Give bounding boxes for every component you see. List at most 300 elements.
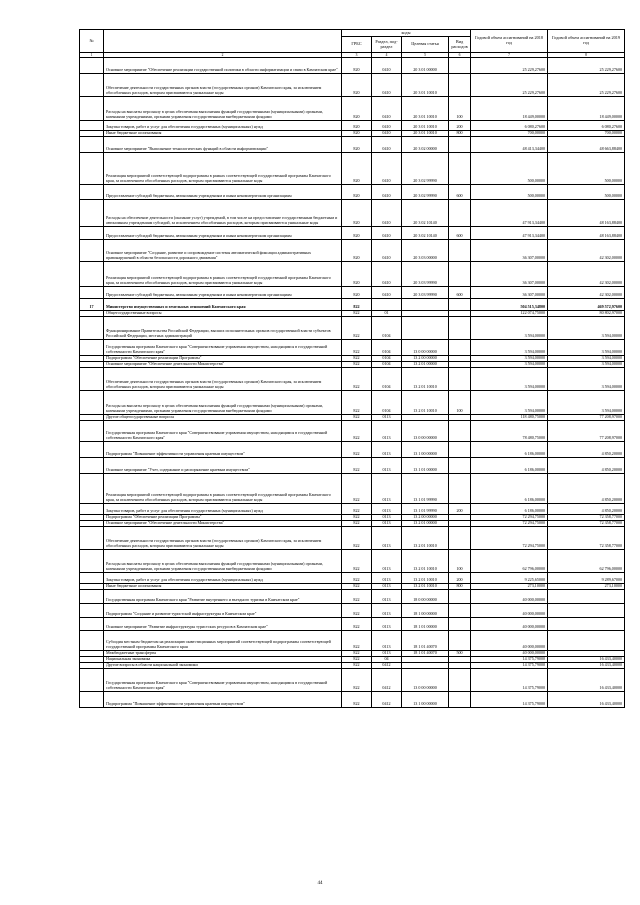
target-article-cell: 13 1 00 00000 bbox=[402, 692, 449, 708]
grbs-cell: 822 bbox=[342, 692, 372, 708]
row-name-cell: Основное мероприятие "Обеспечение деятельности Министерства" bbox=[104, 521, 342, 527]
amount-2019-cell bbox=[548, 604, 625, 618]
expense-type-cell: 600 bbox=[449, 185, 471, 200]
grbs-cell: 820 bbox=[342, 131, 372, 137]
target-article-cell bbox=[402, 317, 449, 340]
section-cell: 0113 bbox=[372, 521, 402, 527]
expense-type-cell: 100 bbox=[449, 97, 471, 121]
expense-type-cell: 800 bbox=[449, 584, 471, 590]
row-number-cell bbox=[80, 340, 104, 356]
grbs-cell: 822 bbox=[342, 651, 372, 657]
row-name-cell: Субсидия местным бюджетам на реализацию инвестиционных мероприятий соответствующей подпрограммы соответствующей государственной программы Камчатского края bbox=[104, 631, 342, 651]
amount-2018-cell: 3 594,00000 bbox=[471, 340, 548, 356]
expense-type-cell bbox=[449, 317, 471, 340]
target-article-cell: 13 2 01 10010 bbox=[402, 527, 449, 550]
amount-2018-cell: 14 375,79000 bbox=[471, 663, 548, 669]
section-cell: 0410 bbox=[372, 131, 402, 137]
row-name-cell: Государственная программа Камчатского края "Развитие внутреннего и въездного туризма в Камчатском крае" bbox=[104, 590, 342, 604]
table-body bbox=[80, 58, 625, 708]
row-name-cell: Реализация мероприятий соответствующей подпрограммы в рамках соответствующей государственной программы Камчатского края, за исключением обособленных расходов, которым присваиваются уникальные коды bbox=[104, 262, 342, 287]
table-row bbox=[80, 458, 625, 474]
amount-2019-cell: 3 594,00000 bbox=[548, 368, 625, 391]
grbs-cell: 822 bbox=[342, 590, 372, 604]
amount-2018-cell: 40 000,00000 bbox=[471, 590, 548, 604]
table-row bbox=[80, 97, 625, 121]
expense-type-cell bbox=[449, 262, 471, 287]
expense-type-cell bbox=[449, 421, 471, 442]
section-cell: 0410 bbox=[372, 185, 402, 200]
table-row bbox=[80, 299, 625, 311]
table-row bbox=[80, 474, 625, 504]
table-row bbox=[80, 185, 625, 200]
expense-type-cell: 200 bbox=[449, 573, 471, 584]
expense-type-cell bbox=[449, 368, 471, 391]
expense-type-cell bbox=[449, 631, 471, 651]
amount-2018-cell: 6 186,00000 bbox=[471, 458, 548, 474]
row-number-cell bbox=[80, 618, 104, 631]
section-cell: 0113 bbox=[372, 590, 402, 604]
expense-type-cell bbox=[449, 153, 471, 185]
grbs-cell: 822 bbox=[342, 299, 372, 311]
expense-type-cell: 600 bbox=[449, 287, 471, 299]
section-cell: 0113 bbox=[372, 458, 402, 474]
row-name-cell: Функционирование Правительства Российской Федерации, высших исполнительных органов государственной власти субъектов Российской Федерации, местных администраций bbox=[104, 317, 342, 340]
section-cell: 0113 bbox=[372, 421, 402, 442]
amount-2018-cell: 72 294,75000 bbox=[471, 515, 548, 521]
column-index-cell: 1 bbox=[80, 53, 104, 58]
row-name-cell: Основное мероприятие "Учет, содержание и распоряжение краевым имуществом" bbox=[104, 458, 342, 474]
amount-2019-cell: 16 433,40000 bbox=[548, 692, 625, 708]
target-article-cell bbox=[402, 299, 449, 311]
section-cell: 0104 bbox=[372, 368, 402, 391]
section-cell: 0410 bbox=[372, 121, 402, 131]
table-row bbox=[80, 340, 625, 356]
grbs-cell: 822 bbox=[342, 415, 372, 421]
section-cell: 0410 bbox=[372, 153, 402, 185]
table-row bbox=[80, 669, 625, 692]
header-2018: Годовой объем ассигнований на 2018 год bbox=[471, 30, 548, 53]
row-number-cell bbox=[80, 442, 104, 458]
expense-type-cell: 800 bbox=[449, 131, 471, 137]
target-article-cell: 13 1 01 99990 bbox=[402, 474, 449, 504]
amount-2019-cell: 77 208,97000 bbox=[548, 415, 625, 421]
section-cell bbox=[372, 299, 402, 311]
row-name-cell: Обеспечение деятельности государственных органов власти (государственных органов) Камчатского края, за исключением обособленных расходов, которым присваиваются уникальные коды bbox=[104, 74, 342, 97]
section-cell: 0113 bbox=[372, 442, 402, 458]
column-index-cell: 7 bbox=[471, 53, 548, 58]
table-row bbox=[80, 573, 625, 584]
amount-2019-cell: 42 302,00000 bbox=[548, 240, 625, 262]
column-index-cell: 4 bbox=[372, 53, 402, 58]
amount-2018-cell: 118 480,75000 bbox=[471, 415, 548, 421]
row-number-cell bbox=[80, 185, 104, 200]
amount-2019-cell: 700,00000 bbox=[548, 131, 625, 137]
grbs-cell: 822 bbox=[342, 584, 372, 590]
grbs-cell: 820 bbox=[342, 97, 372, 121]
amount-2018-cell: 62 796,00000 bbox=[471, 550, 548, 573]
section-cell: 0410 bbox=[372, 262, 402, 287]
grbs-cell: 822 bbox=[342, 527, 372, 550]
amount-2018-cell: 25 229,27600 bbox=[471, 74, 548, 97]
expense-type-cell bbox=[449, 474, 471, 504]
row-name-cell: Национальная экономика bbox=[104, 657, 342, 663]
expense-type-cell bbox=[449, 200, 471, 227]
target-article-cell: 13 2 01 10010 bbox=[402, 550, 449, 573]
amount-2019-cell: 3 594,00000 bbox=[548, 356, 625, 362]
target-article-cell: 13 0 00 00000 bbox=[402, 421, 449, 442]
table-row bbox=[80, 631, 625, 651]
expense-type-cell bbox=[449, 340, 471, 356]
table-row bbox=[80, 604, 625, 618]
amount-2019-cell: 48 663,88400 bbox=[548, 137, 625, 153]
amount-2019-cell: 62 796,00000 bbox=[548, 550, 625, 573]
target-article-cell: 13 0 00 00000 bbox=[402, 669, 449, 692]
amount-2018-cell: 3 594,00000 bbox=[471, 356, 548, 362]
target-article-cell: 13 2 00 00000 bbox=[402, 515, 449, 521]
section-cell: 0412 bbox=[372, 669, 402, 692]
target-article-cell: 20 3 02 99990 bbox=[402, 153, 449, 185]
row-number-cell bbox=[80, 692, 104, 708]
row-number-cell bbox=[80, 474, 104, 504]
row-name-cell: Предоставление субсидий бюджетным, автономным учреждениям и иным некоммерческим организациям bbox=[104, 227, 342, 240]
amount-2018-cell: 48 413,34400 bbox=[471, 137, 548, 153]
budget-table bbox=[79, 29, 625, 708]
grbs-cell: 820 bbox=[342, 200, 372, 227]
row-name-cell: Закупка товаров, работ и услуг для обеспечения государственных (муниципальных) нужд bbox=[104, 573, 342, 584]
section-cell: 0410 bbox=[372, 200, 402, 227]
amount-2019-cell: 500,00000 bbox=[548, 153, 625, 185]
amount-2018-cell: 122 074,75000 bbox=[471, 311, 548, 317]
grbs-cell: 822 bbox=[342, 663, 372, 669]
row-name-cell: Основное мероприятие "Обеспечение деятельности Министерства" bbox=[104, 362, 342, 368]
amount-2019-cell: 273,10000 bbox=[548, 584, 625, 590]
grbs-cell: 822 bbox=[342, 669, 372, 692]
target-article-cell: 13 0 00 00000 bbox=[402, 340, 449, 356]
column-index-cell: 5 bbox=[402, 53, 449, 58]
row-name-cell: Обеспечение деятельности государственных органов власти (государственных органов) Камчатского края, за исключением обособленных расходов, которым присваиваются уникальные коды bbox=[104, 368, 342, 391]
target-article-cell: 13 2 01 00000 bbox=[402, 521, 449, 527]
table-row bbox=[80, 421, 625, 442]
row-number-cell bbox=[80, 590, 104, 604]
amount-2018-cell: 6 186,00000 bbox=[471, 474, 548, 504]
target-article-cell: 13 2 01 10010 bbox=[402, 368, 449, 391]
target-article-cell: 13 2 00 00000 bbox=[402, 356, 449, 362]
target-article-cell: 18 1 00 00000 bbox=[402, 604, 449, 618]
amount-2019-cell: 42 302,00000 bbox=[548, 262, 625, 287]
grbs-cell: 822 bbox=[342, 504, 372, 515]
amount-2019-cell bbox=[548, 631, 625, 651]
amount-2018-cell: 9 225,65000 bbox=[471, 573, 548, 584]
row-number-cell bbox=[80, 391, 104, 415]
target-article-cell: 13 2 01 10010 bbox=[402, 391, 449, 415]
section-cell: 0113 bbox=[372, 527, 402, 550]
section-cell: 0104 bbox=[372, 356, 402, 362]
grbs-cell: 822 bbox=[342, 311, 372, 317]
row-name-cell: Министерство имущественных и земельных отношений Камчатского края bbox=[104, 299, 342, 311]
header-rzpr: Раздел, под-раздел bbox=[372, 37, 402, 53]
target-article-cell: 20 3 01 10010 bbox=[402, 97, 449, 121]
row-name-cell: Основное мероприятие "Выполнение технологических функций в области информатизации" bbox=[104, 137, 342, 153]
row-number-cell bbox=[80, 74, 104, 97]
expense-type-cell bbox=[449, 58, 471, 74]
target-article-cell: 18 1 01 40070 bbox=[402, 631, 449, 651]
column-index-cell: 8 bbox=[548, 53, 625, 58]
row-name-cell: Реализация мероприятий соответствующей подпрограммы в рамках соответствующей государственной программы Камчатского края, за исключением обособленных расходов, которым присваиваются уникальные коды bbox=[104, 474, 342, 504]
row-number-cell bbox=[80, 604, 104, 618]
table-row bbox=[80, 527, 625, 550]
header-name bbox=[104, 30, 342, 53]
grbs-cell: 820 bbox=[342, 287, 372, 299]
amount-2019-cell: 48 163,88400 bbox=[548, 200, 625, 227]
table-row bbox=[80, 58, 625, 74]
target-article-cell: 20 3 01 00000 bbox=[402, 58, 449, 74]
amount-2018-cell: 40 000,00000 bbox=[471, 618, 548, 631]
amount-2018-cell: 3 594,00000 bbox=[471, 317, 548, 340]
row-number-cell bbox=[80, 262, 104, 287]
expense-type-cell bbox=[449, 137, 471, 153]
row-name-cell: Государственная программа Камчатского края "Совершенствование управления имуществом, находящимся в государственной собственности Камчатского края" bbox=[104, 669, 342, 692]
section-cell: 0113 bbox=[372, 474, 402, 504]
grbs-cell: 820 bbox=[342, 262, 372, 287]
column-index-cell: 2 bbox=[104, 53, 342, 58]
grbs-cell: 822 bbox=[342, 631, 372, 651]
expense-type-cell: 200 bbox=[449, 504, 471, 515]
amount-2019-cell: 25 229,27600 bbox=[548, 58, 625, 74]
row-number-cell bbox=[80, 240, 104, 262]
section-cell: 0113 bbox=[372, 651, 402, 657]
target-article-cell: 20 3 01 10010 bbox=[402, 131, 449, 137]
amount-2019-cell: 4 850,20000 bbox=[548, 442, 625, 458]
amount-2019-cell: 48 163,88400 bbox=[548, 227, 625, 240]
grbs-cell: 822 bbox=[342, 604, 372, 618]
grbs-cell: 820 bbox=[342, 227, 372, 240]
table-row bbox=[80, 74, 625, 97]
row-number-cell: 17 bbox=[80, 299, 104, 311]
row-name-cell: Подпрограмма "Обеспечение реализации Программы" bbox=[104, 356, 342, 362]
expense-type-cell bbox=[449, 590, 471, 604]
row-number-cell bbox=[80, 458, 104, 474]
table-row bbox=[80, 200, 625, 227]
amount-2019-cell: 72 358,77000 bbox=[548, 521, 625, 527]
row-number-cell bbox=[80, 550, 104, 573]
amount-2019-cell: 3 594,00000 bbox=[548, 362, 625, 368]
amount-2018-cell: 6 186,00000 bbox=[471, 504, 548, 515]
amount-2019-cell: 80 802,97000 bbox=[548, 311, 625, 317]
row-name-cell: Другие общегосударственные вопросы bbox=[104, 415, 342, 421]
grbs-cell: 822 bbox=[342, 317, 372, 340]
row-number-cell bbox=[80, 200, 104, 227]
amount-2018-cell: 25 229,27600 bbox=[471, 58, 548, 74]
table-row bbox=[80, 504, 625, 515]
row-number-cell bbox=[80, 573, 104, 584]
grbs-cell: 820 bbox=[342, 240, 372, 262]
row-number-cell bbox=[80, 368, 104, 391]
row-name-cell: Расходы на выплаты персоналу в целях обеспечения выполнения функций государственными (муниципальными) органами, казенными учреждениями, органами управления государственными внебюджетными фондами bbox=[104, 391, 342, 415]
row-name-cell: Расходы на выплаты персоналу в целях обеспечения выполнения функций государственными (муниципальными) органами, казенными учреждениями, органами управления государственными внебюджетными фондами bbox=[104, 550, 342, 573]
row-name-cell: Иные бюджетные ассигнования bbox=[104, 584, 342, 590]
target-article-cell: 18 0 00 00000 bbox=[402, 590, 449, 604]
expense-type-cell bbox=[449, 442, 471, 458]
amount-2018-cell: 14 375,79000 bbox=[471, 692, 548, 708]
section-cell: 04 bbox=[372, 657, 402, 663]
section-cell: 0104 bbox=[372, 340, 402, 356]
section-cell: 0410 bbox=[372, 58, 402, 74]
row-name-cell: Предоставление субсидий бюджетным, автономным учреждениям и иным некоммерческим организациям bbox=[104, 185, 342, 200]
expense-type-cell bbox=[449, 240, 471, 262]
row-number-cell bbox=[80, 317, 104, 340]
amount-2018-cell: 36 307,00000 bbox=[471, 287, 548, 299]
header-vr: Вид расходов bbox=[449, 37, 471, 53]
section-cell: 0113 bbox=[372, 618, 402, 631]
grbs-cell: 822 bbox=[342, 442, 372, 458]
expense-type-cell: 100 bbox=[449, 550, 471, 573]
target-article-cell: 20 3 02 00000 bbox=[402, 137, 449, 153]
grbs-cell: 822 bbox=[342, 550, 372, 573]
target-article-cell: 20 3 01 10010 bbox=[402, 121, 449, 131]
expense-type-cell bbox=[449, 618, 471, 631]
amount-2019-cell: 4 850,20000 bbox=[548, 504, 625, 515]
amount-2018-cell: 72 294,75000 bbox=[471, 521, 548, 527]
grbs-cell: 822 bbox=[342, 391, 372, 415]
table-row bbox=[80, 262, 625, 287]
table-header bbox=[80, 30, 625, 58]
section-cell: 0412 bbox=[372, 692, 402, 708]
amount-2019-cell: 4 850,20000 bbox=[548, 474, 625, 504]
grbs-cell: 822 bbox=[342, 521, 372, 527]
amount-2018-cell: 14 375,79000 bbox=[471, 669, 548, 692]
section-cell: 0113 bbox=[372, 415, 402, 421]
section-cell: 0104 bbox=[372, 391, 402, 415]
row-name-cell: Закупка товаров, работ и услуг для обеспечения государственных (муниципальных) нужд bbox=[104, 121, 342, 131]
row-number-cell bbox=[80, 527, 104, 550]
row-name-cell: Расходы на выплаты персоналу в целях обеспечения выполнения функций государственными (муниципальными) органами, казенными учреждениями, органами управления государственными внебюджетными фондами bbox=[104, 97, 342, 121]
table-row bbox=[80, 121, 625, 131]
section-cell: 0410 bbox=[372, 287, 402, 299]
amount-2018-cell: 47 913,34400 bbox=[471, 227, 548, 240]
row-name-cell: Общегосударственные вопросы bbox=[104, 311, 342, 317]
row-name-cell: Расходы на обеспечение деятельности (оказание услуг) учреждений, в том числе на предоставление государственным бюджетным и автономным учреждениям субсидий, за исключением обособленных расходов, которым присваиваются уникальные коды bbox=[104, 200, 342, 227]
table-row bbox=[80, 287, 625, 299]
row-name-cell: Межбюджетные трансферты bbox=[104, 651, 342, 657]
section-cell: 0410 bbox=[372, 74, 402, 97]
row-name-cell: Подпрограмма "Повышение эффективности управления краевым имуществом" bbox=[104, 692, 342, 708]
row-name-cell: Обеспечение деятельности государственных органов власти (государственных органов) Камчатского края, за исключением обособленных расходов, которым присваиваются уникальные коды bbox=[104, 527, 342, 550]
amount-2018-cell: 3 594,00000 bbox=[471, 362, 548, 368]
amount-2018-cell: 18 449,00000 bbox=[471, 97, 548, 121]
grbs-cell: 820 bbox=[342, 185, 372, 200]
section-cell: 0113 bbox=[372, 584, 402, 590]
amount-2018-cell: 500,00000 bbox=[471, 153, 548, 185]
amount-2019-cell: 469 572,97600 bbox=[548, 299, 625, 311]
table-row bbox=[80, 442, 625, 458]
section-cell: 0410 bbox=[372, 97, 402, 121]
table-row bbox=[80, 368, 625, 391]
header-codes: коды bbox=[342, 30, 471, 37]
table-row bbox=[80, 227, 625, 240]
amount-2019-cell: 4 850,20000 bbox=[548, 458, 625, 474]
expense-type-cell: 500 bbox=[449, 651, 471, 657]
row-number-cell bbox=[80, 227, 104, 240]
section-cell: 01 bbox=[372, 311, 402, 317]
amount-2019-cell: 72 358,77000 bbox=[548, 515, 625, 521]
header-2019: Годовой объем ассигнований на 2019 год bbox=[548, 30, 625, 53]
table-row bbox=[80, 692, 625, 708]
amount-2018-cell: 500,00000 bbox=[471, 185, 548, 200]
section-cell: 0113 bbox=[372, 573, 402, 584]
section-cell: 0410 bbox=[372, 137, 402, 153]
expense-type-cell bbox=[449, 299, 471, 311]
page-number: 44 bbox=[317, 881, 323, 886]
amount-2018-cell: 6 080,27600 bbox=[471, 121, 548, 131]
grbs-cell: 822 bbox=[342, 356, 372, 362]
target-article-cell: 13 1 00 00000 bbox=[402, 442, 449, 458]
amount-2019-cell bbox=[548, 618, 625, 631]
row-name-cell: Иные бюджетные ассигнования bbox=[104, 131, 342, 137]
amount-2019-cell: 77 208,97000 bbox=[548, 421, 625, 442]
amount-2018-cell: 40 000,00000 bbox=[471, 604, 548, 618]
target-article-cell: 20 3 03 00000 bbox=[402, 240, 449, 262]
section-cell: 0104 bbox=[372, 362, 402, 368]
table-row bbox=[80, 153, 625, 185]
table-row bbox=[80, 550, 625, 573]
column-index-cell: 6 bbox=[449, 53, 471, 58]
amount-2018-cell: 700,00000 bbox=[471, 131, 548, 137]
amount-2018-cell: 6 186,00000 bbox=[471, 442, 548, 458]
expense-type-cell bbox=[449, 74, 471, 97]
row-number-cell bbox=[80, 287, 104, 299]
amount-2019-cell: 72 358,77000 bbox=[548, 527, 625, 550]
row-name-cell: Основное мероприятие "Создание, развитие и сопровождение системы автоматической фиксации административных правонарушений в области безопасности дорожного движения" bbox=[104, 240, 342, 262]
row-number-cell bbox=[80, 121, 104, 131]
target-article-cell: 20 3 02 10140 bbox=[402, 227, 449, 240]
amount-2019-cell: 25 229,27600 bbox=[548, 74, 625, 97]
target-article-cell: 18 1 01 00000 bbox=[402, 618, 449, 631]
grbs-cell: 820 bbox=[342, 153, 372, 185]
section-cell: 0410 bbox=[372, 227, 402, 240]
amount-2018-cell: 78 480,75000 bbox=[471, 421, 548, 442]
row-number-cell bbox=[80, 137, 104, 153]
amount-2018-cell: 36 307,00000 bbox=[471, 262, 548, 287]
expense-type-cell bbox=[449, 458, 471, 474]
target-article-cell: 20 3 01 10010 bbox=[402, 74, 449, 97]
amount-2019-cell: 3 594,00000 bbox=[548, 340, 625, 356]
amount-2018-cell: 3 594,00000 bbox=[471, 391, 548, 415]
grbs-cell: 820 bbox=[342, 137, 372, 153]
expense-type-cell bbox=[449, 692, 471, 708]
grbs-cell: 822 bbox=[342, 362, 372, 368]
amount-2018-cell: 36 307,00000 bbox=[471, 240, 548, 262]
amount-2018-cell: 40 000,00000 bbox=[471, 631, 548, 651]
grbs-cell: 822 bbox=[342, 618, 372, 631]
amount-2019-cell: 3 594,00000 bbox=[548, 317, 625, 340]
row-number-cell bbox=[80, 504, 104, 515]
expense-type-cell bbox=[449, 669, 471, 692]
grbs-cell: 822 bbox=[342, 368, 372, 391]
grbs-cell: 822 bbox=[342, 515, 372, 521]
amount-2018-cell: 14 375,79000 bbox=[471, 657, 548, 663]
table-row bbox=[80, 317, 625, 340]
row-number-cell bbox=[80, 97, 104, 121]
amount-2018-cell: 40 000,00000 bbox=[471, 651, 548, 657]
table-row bbox=[80, 590, 625, 604]
expense-type-cell: 100 bbox=[449, 391, 471, 415]
amount-2019-cell: 18 449,00000 bbox=[548, 97, 625, 121]
budget-table-page bbox=[79, 29, 624, 708]
amount-2018-cell: 504 515,34800 bbox=[471, 299, 548, 311]
amount-2019-cell: 6 080,27600 bbox=[548, 121, 625, 131]
grbs-cell: 820 bbox=[342, 74, 372, 97]
row-number-cell bbox=[80, 58, 104, 74]
